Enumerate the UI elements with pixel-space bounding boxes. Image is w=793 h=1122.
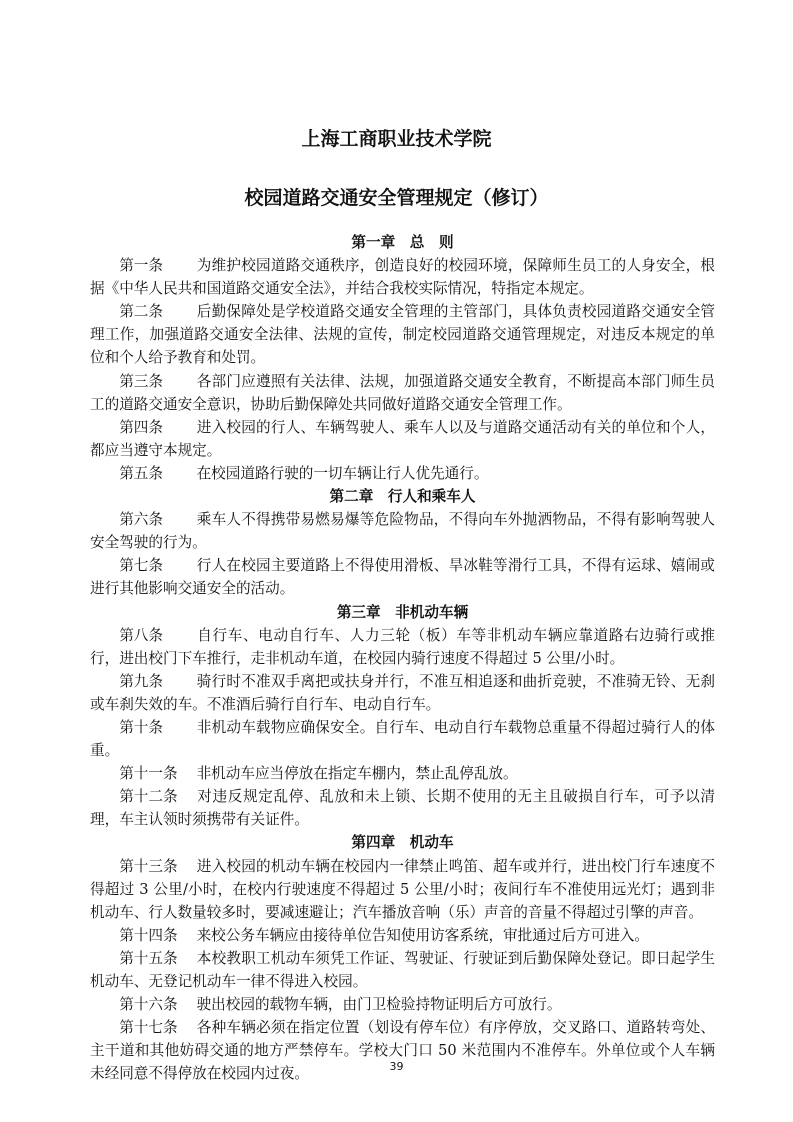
- article-text: 来校公务车辆应由接待单位告知使用访客系统，审批通过后方可进入。: [196, 926, 649, 944]
- article-paragraph: [90, 624, 715, 670]
- article-text: 各种车辆必须在指定位置（划设有停车位）有序停放，交叉路口、道路转弯处、主干道和其他妨碍交通的地方严禁停车。学校大门口 50 米范围内不准停车。外单位或个人车辆未经同意不得停放在校园内过夜。: [90, 1019, 715, 1083]
- article-text: 后勤保障处是学校道路交通安全管理的主管部门，具体负责校园道路交通安全管理工作，加强道路交通安全法律、法规的宣传，制定校园道路交通管理规定，对违反本规定的单位和个人给予教育和处罚。: [90, 303, 715, 367]
- article-paragraph: [90, 855, 715, 924]
- article-number: 第七条: [119, 557, 163, 575]
- article-text: 驶出校园的载物车辆，由门卫检验持物证明后方可放行。: [196, 996, 562, 1014]
- article-paragraph: [90, 554, 715, 600]
- article-number: 第十七条: [119, 1019, 178, 1037]
- document-body: [90, 231, 715, 1085]
- article-paragraph: [90, 762, 715, 785]
- article-number: 第四条: [119, 418, 163, 436]
- article-number: 第八条: [119, 626, 163, 644]
- article-number: 第十四条: [119, 926, 178, 944]
- article-paragraph: [90, 785, 715, 831]
- article-text: 非机动车载物应确保安全。自行车、电动自行车载物总重量不得超过骑行人的体重。: [90, 718, 715, 760]
- article-text: 进入校园的机动车辆在校园内一律禁止鸣笛、超车或并行，进出校门行车速度不得超过 3 公里/小时，在校内行驶速度不得超过 5 公里/小时；夜间行车不准使用远光灯；遇到非机动车、行人数量较多时，要减速避让；汽车播放音响（乐）声音的音量不得超过引擎的声音。: [90, 857, 715, 921]
- chapter-heading: 第一章 总 则: [351, 234, 454, 251]
- article-paragraph: [90, 508, 715, 554]
- article-paragraph: [90, 924, 715, 947]
- article-number: 第十二条: [119, 788, 178, 806]
- article-text: 本校教职工机动车须凭工作证、驾驶证、行驶证到后勤保障处登记。即日起学生机动车、无登记机动车一律不得进入校园。: [90, 949, 715, 990]
- chapter-heading: 第二章 行人和乘车人: [329, 488, 476, 506]
- chapter-heading: 第三章 非机动车辆: [336, 603, 469, 621]
- article-paragraph: [90, 947, 715, 993]
- page-number: 39: [389, 1060, 404, 1073]
- article-paragraph: [90, 416, 715, 462]
- article-text: 骑行时不准双手离把或扶身并行，不准互相追逐和曲折竞驶，不准骑无铃、无刹或车刹失效的车。不准酒后骑行自行车、电动自行车。: [90, 672, 715, 713]
- article-text: 对违反规定乱停、乱放和未上锁、长期不使用的无主且破损自行车，可予以清理，车主认领时须携带有关证件。: [90, 788, 715, 829]
- article-text: 各部门应遵照有关法律、法规，加强道路交通安全教育，不断提高本部门师生员工的道路交通安全意识，协助后勤保障处共同做好道路交通安全管理工作。: [90, 372, 715, 413]
- article-text: 在校园道路行驶的一切车辆让行人优先通行。: [196, 464, 489, 482]
- article-number: 第十一条: [119, 765, 178, 783]
- article-number: 第五条: [119, 464, 163, 482]
- article-number: 第二条: [119, 303, 163, 321]
- article-paragraph: [90, 1016, 715, 1085]
- article-number: 第十六条: [119, 996, 178, 1014]
- chapter-heading: 第四章 机动车: [351, 834, 454, 852]
- article-number: 第十三条: [119, 857, 178, 875]
- article-number: 第六条: [119, 511, 163, 529]
- article-number: 第一条: [119, 257, 163, 275]
- article-number: 第九条: [119, 672, 163, 690]
- article-paragraph: [90, 716, 715, 762]
- article-paragraph: [90, 993, 715, 1016]
- article-text: 乘车人不得携带易燃易爆等危险物品，不得向车外抛洒物品，不得有影响驾驶人安全驾驶的行为。: [90, 511, 715, 552]
- article-text: 为维护校园道路交通秩序，创造良好的校园环境，保障师生员工的人身安全，根据《中华人民共和国道路交通安全法》，并结合我校实际情况，特指定本规定。: [90, 257, 715, 298]
- article-number: 第十条: [119, 718, 163, 736]
- article-number: 第十五条: [119, 949, 178, 967]
- institution-title: 上海工商职业技术学院: [301, 128, 492, 150]
- article-paragraph: [90, 670, 715, 716]
- document-title: 校园道路交通安全管理规定（修订）: [244, 187, 549, 209]
- article-text: 自行车、电动自行车、人力三轮（板）车等非机动车辆应靠道路右边骑行或推行，进出校门下车推行，走非机动车道，在校园内骑行速度不得超过 5 公里/小时。: [90, 626, 715, 667]
- article-paragraph: [90, 254, 715, 300]
- article-number: 第三条: [119, 372, 163, 390]
- article-paragraph: [90, 300, 715, 369]
- article-text: 进入校园的行人、车辆驾驶人、乘车人以及与道路交通活动有关的单位和个人，都应当遵守本规定。: [90, 418, 715, 459]
- article-text: 行人在校园主要道路上不得使用滑板、旱冰鞋等滑行工具，不得有运球、嬉闹或进行其他影响交通安全的活动。: [90, 557, 715, 598]
- article-paragraph: [90, 370, 715, 416]
- article-paragraph: [90, 462, 715, 485]
- article-text: 非机动车应当停放在指定车棚内，禁止乱停乱放。: [196, 765, 518, 783]
